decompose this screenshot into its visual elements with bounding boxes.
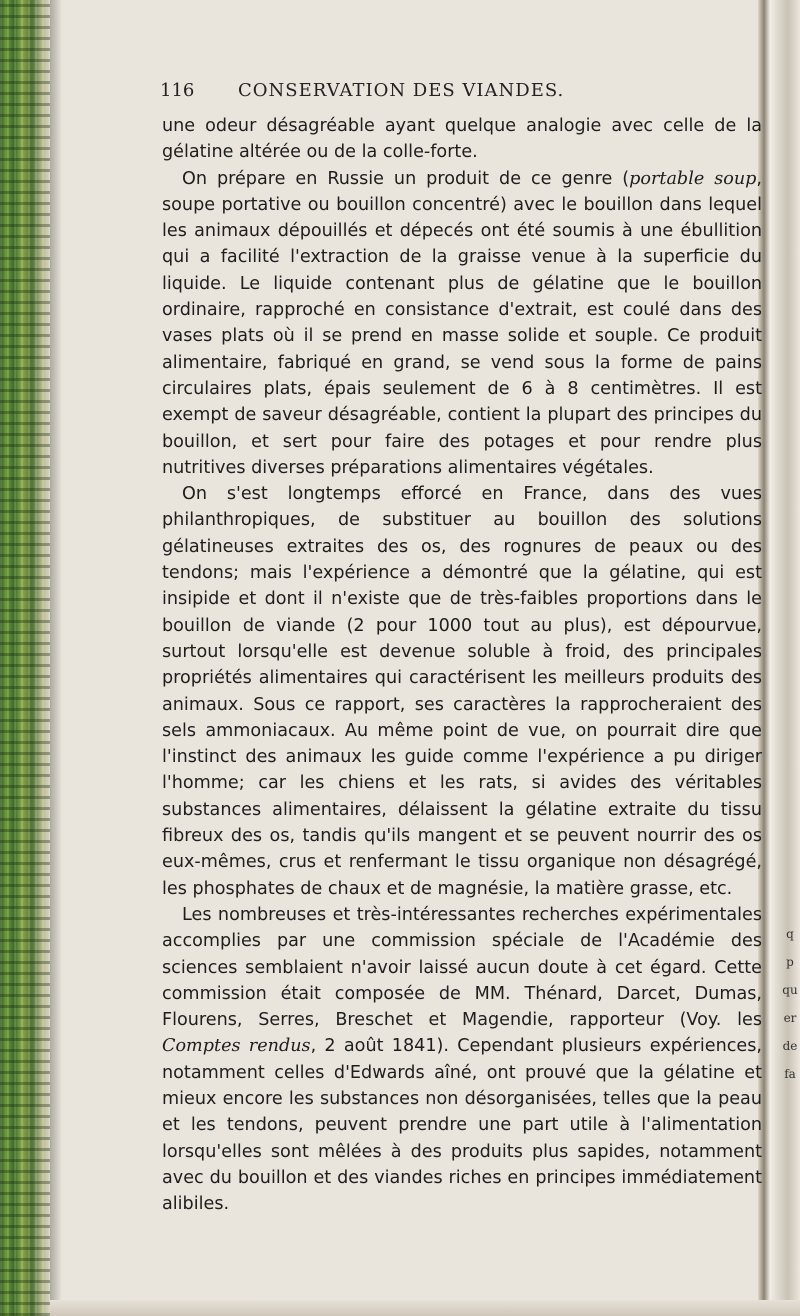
fragment: q (786, 927, 794, 941)
page-header (160, 80, 760, 110)
paragraph (162, 481, 762, 902)
text-run: On prépare en Russie un produit de ce genre ( (182, 168, 630, 189)
page-bottom-edge (50, 1300, 800, 1316)
fragment: de (782, 1039, 798, 1053)
facing-page-fragments (780, 920, 800, 1240)
running-head: CONSERVATION DES VIANDES. (238, 80, 565, 101)
italic-text: portable soup (629, 168, 757, 189)
fragment: er (783, 1011, 797, 1025)
fragment: fa (784, 1067, 796, 1081)
paragraph (162, 902, 762, 1218)
book-binding (0, 0, 50, 1316)
paragraph (162, 113, 762, 166)
text-run: On s'est longtemps efforcé en France, dans des vues philanthropiques, de substituer au bouillon des solutions gélatineuses extraites des os, des rognures de peaux ou des tendons; mais l'expérience a démontré que la gélatine, qui est insipide et dont il n'existe que de très-faibles proportions dans le bouillon de viande (2 pour 1000 tout au plus), est dépourvue, surtout lorsqu'elle est devenue soluble à froid, des principales propriétés alimentaires qui caractérisent les meilleurs produits des animaux. Sous ce rapport, ses caractères la rapprocheraient des sels ammoniacaux. Au même point de vue, on pourrait dire que l'instinct des animaux les guide comme l'expérience a pu diriger l'homme; car les chiens et les rats, si avides des véritables substances alimentaires, délaissent la gélatine extraite du tissu fibreux des os, tandis qu'ils mangent et se peuvent nourrir des os eux-mêmes, crus et renfermant le tissu organique non désagrégé, les phosphates de chaux et de magnésie, la matière grasse, etc. (162, 484, 762, 899)
text-run: une odeur désagréable ayant quelque analogie avec celle de la gélatine altérée ou de la colle-forte. (162, 116, 762, 163)
text-run: Les nombreuses et très-intéressantes recherches expérimentales accomplies par une commission spéciale de l'Académie des sciences semblaient n'avoir laissé aucun doute à cet égard. Cette commission était composée de MM. Thénard, Darcet, Dumas, Flourens, Serres, Breschet et Magendie, rapporteur (Voy. les (162, 904, 762, 1031)
italic-text: Comptes rendus (162, 1036, 311, 1057)
paragraph (162, 166, 762, 482)
page-number: 116 (160, 80, 195, 101)
fragment: qu (782, 983, 798, 997)
gutter-shadow (50, 0, 62, 1316)
text-run: , 2 août 1841). Cependant plusieurs expériences, notamment celles d'Edwards aîné, ont prouvé que la gélatine et mieux encore les substances non désorganisées, telles que la peau et les tendons, peuvent prendre une part utile à l'alimentation lorsqu'elles sont mêlées à des produits plus sapides, notamment avec du bouillon et des viandes riches en principes immédiatement alibiles. (162, 1036, 762, 1215)
body-text (162, 113, 762, 1217)
text-run: , soupe portative ou bouillon concentré) avec le bouillon dans lequel les animaux dépouillés et dépecés ont été soumis à une ébullition qui a facilité l'extraction de la graisse venue à la superficie du liquide. Le liquide contenant plus de gélatine que le bouillon ordinaire, rapproché en consistance d'extrait, est coulé dans des vases plats où il se prend en masse solide et souple. Ce produit alimentaire, fabriqué en grand, se vend sous la forme de pains circulaires plats, épais seulement de 6 à 8 centimètres. Il est exempt de saveur désagréable, contient la plupart des principes du bouillon, et sert pour faire des potages et pour rendre plus nutritives diverses préparations alimentaires végétales. (162, 168, 763, 478)
fragment: p (786, 955, 794, 969)
